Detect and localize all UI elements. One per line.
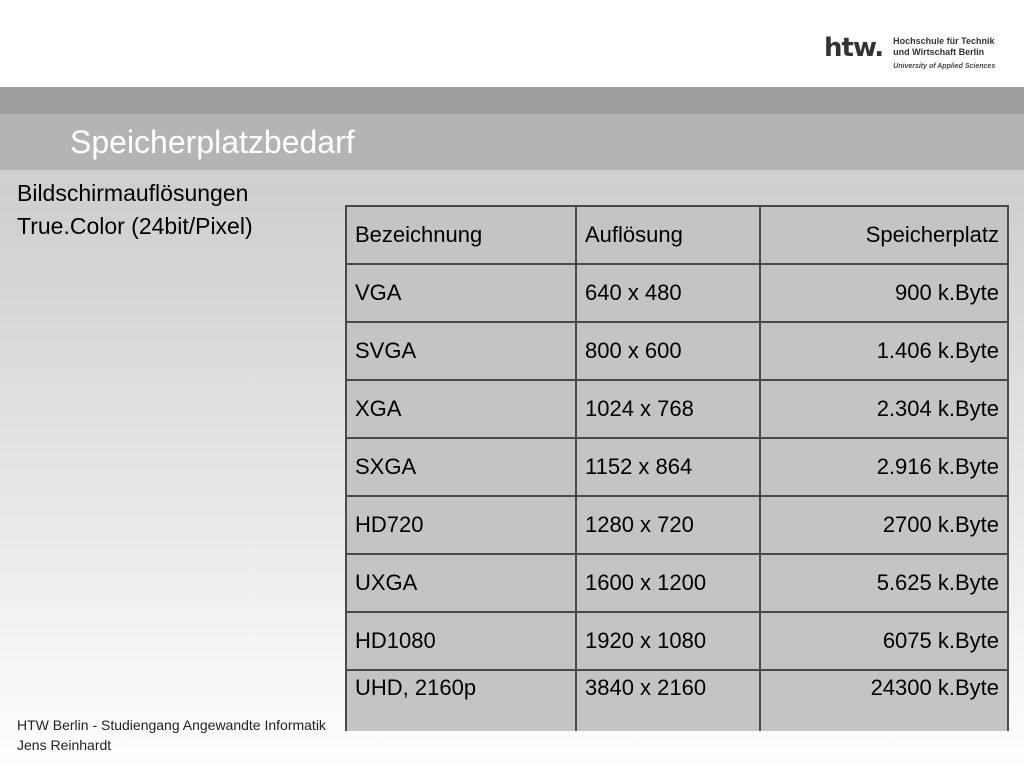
cell-name: UHD, 2160p	[346, 670, 576, 731]
slide-subtitle	[17, 177, 253, 243]
cell-resolution: 640 x 480	[576, 264, 760, 322]
header-bezeichnung: Bezeichnung	[346, 206, 576, 264]
table-row	[346, 612, 1008, 670]
logo-mark: htw.	[824, 33, 884, 63]
cell-resolution: 1280 x 720	[576, 496, 760, 554]
table-row	[346, 264, 1008, 322]
subtitle-line-2: True.Color (24bit/Pixel)	[17, 213, 253, 239]
htw-logo	[824, 34, 1014, 80]
cell-storage: 6075 k.Byte	[760, 612, 1008, 670]
cell-storage: 900 k.Byte	[760, 264, 1008, 322]
table-row	[346, 496, 1008, 554]
cell-resolution: 1152 x 864	[576, 438, 760, 496]
cell-storage: 2.304 k.Byte	[760, 380, 1008, 438]
cell-name: HD1080	[346, 612, 576, 670]
logo-line-2: und Wirtschaft Berlin	[893, 47, 985, 57]
resolution-table	[345, 205, 1009, 731]
footer-course: HTW Berlin - Studiengang Angewandte Informatik	[17, 717, 326, 733]
cell-name: HD720	[346, 496, 576, 554]
cell-resolution: 3840 x 2160	[576, 670, 760, 731]
cell-name: UXGA	[346, 554, 576, 612]
logo-line-1: Hochschule für Technik	[893, 36, 995, 46]
cell-storage: 2.916 k.Byte	[760, 438, 1008, 496]
slide-footer	[17, 715, 326, 755]
table-header-row	[346, 206, 1008, 264]
table-row	[346, 554, 1008, 612]
cell-name: SVGA	[346, 322, 576, 380]
cell-storage: 5.625 k.Byte	[760, 554, 1008, 612]
cell-resolution: 1920 x 1080	[576, 612, 760, 670]
header-speicherplatz: Speicherplatz	[760, 206, 1008, 264]
cell-name: VGA	[346, 264, 576, 322]
table-row	[346, 670, 1008, 731]
slide-title: Speicherplatzbedarf	[70, 124, 355, 160]
table-row	[346, 380, 1008, 438]
header-area	[0, 0, 1024, 87]
cell-storage: 24300 k.Byte	[760, 670, 1008, 731]
cell-resolution: 1024 x 768	[576, 380, 760, 438]
header-band	[0, 87, 1024, 114]
cell-resolution: 1600 x 1200	[576, 554, 760, 612]
logo-text	[893, 34, 995, 72]
cell-storage: 1.406 k.Byte	[760, 322, 1008, 380]
subtitle-line-1: Bildschirmauflösungen	[17, 180, 249, 206]
table-row	[346, 438, 1008, 496]
cell-storage: 2700 k.Byte	[760, 496, 1008, 554]
header-aufloesung: Auflösung	[576, 206, 760, 264]
logo-line-3: University of Applied Sciences	[893, 63, 996, 70]
table-row	[346, 322, 1008, 380]
footer-author: Jens Reinhardt	[17, 737, 112, 753]
cell-name: SXGA	[346, 438, 576, 496]
cell-resolution: 800 x 600	[576, 322, 760, 380]
cell-name: XGA	[346, 380, 576, 438]
